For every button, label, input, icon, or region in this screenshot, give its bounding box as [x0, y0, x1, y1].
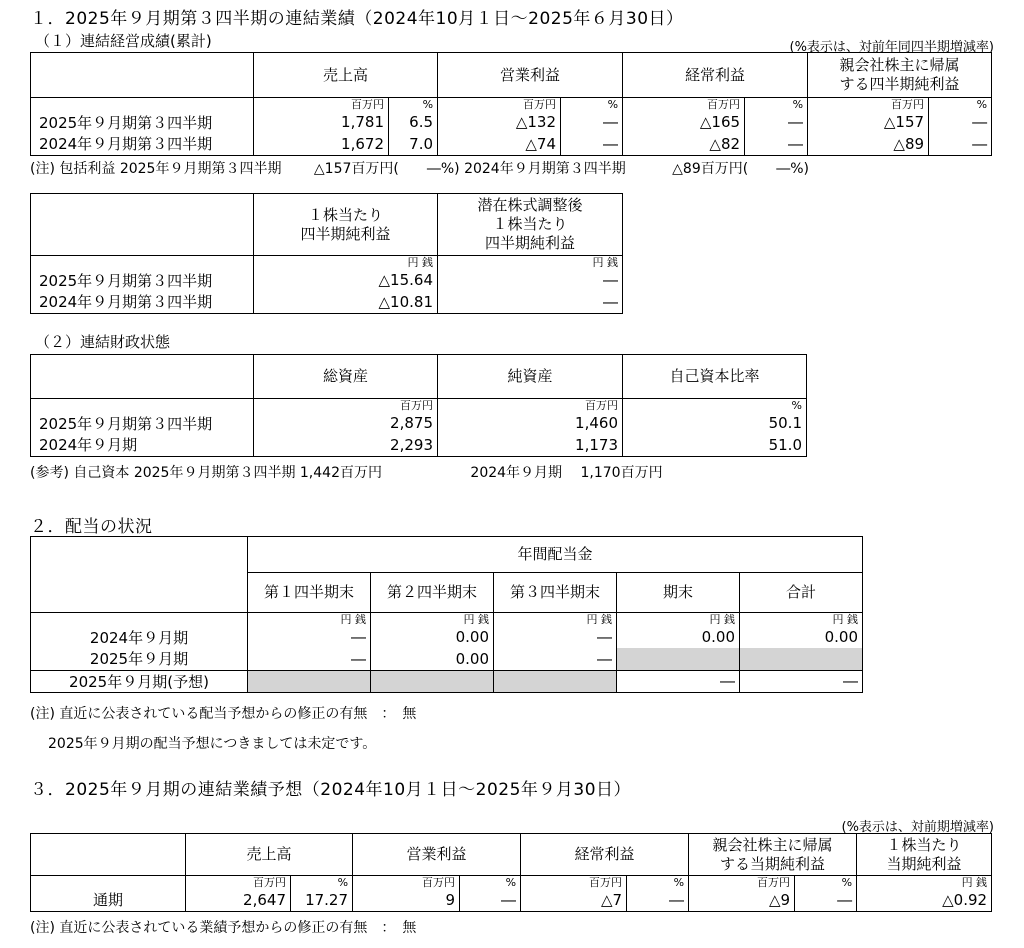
cell: △15.64	[254, 269, 438, 291]
row-label: 2024年９月期第３四半期	[31, 291, 254, 313]
row-label: 2024年９月期第３四半期	[31, 133, 254, 155]
cell: 2,647	[186, 889, 291, 911]
header-net-assets: 純資産	[438, 355, 623, 399]
unit-percent: %	[627, 876, 689, 890]
cell: ―	[438, 269, 623, 291]
sub1-title: （１）連結経営成績(累計)	[35, 32, 212, 50]
row-label: 2025年９月期第３四半期	[31, 412, 254, 434]
eps-table	[30, 193, 623, 314]
corner-cell	[31, 53, 254, 98]
header-eps: １株当たり 四半期純利益	[254, 194, 438, 256]
table-row	[31, 626, 863, 648]
cell: 2,293	[254, 434, 438, 456]
unit-percent: %	[291, 876, 353, 890]
unit-yen-sen: 円 銭	[371, 613, 494, 627]
cell: ―	[627, 889, 689, 911]
unit-yen-sen: 円 銭	[857, 876, 992, 890]
cell: △165	[623, 111, 745, 133]
section1-title: １．2025年９月期第３四半期の連結業績（2024年10月１日～2025年６月30日）	[30, 9, 684, 29]
section3-title: ３．2025年９月期の連結業績予想（2024年10月１日～2025年９月30日）	[30, 780, 632, 800]
row-label: 通期	[31, 889, 186, 911]
cell: △10.81	[254, 291, 438, 313]
cell	[740, 648, 863, 670]
row-label: 2024年９月期	[31, 434, 254, 456]
section3-note-right: (%表示は、対前期増減率)	[841, 820, 994, 835]
cell: 1,672	[254, 133, 389, 155]
unit-yen-sen: 円 銭	[438, 256, 623, 270]
cell: △82	[623, 133, 745, 155]
unit-percent: %	[795, 876, 857, 890]
cell: 0.00	[617, 626, 740, 648]
forecast-table	[30, 833, 992, 912]
table-row	[31, 291, 623, 313]
unit-percent: %	[623, 399, 807, 413]
corner-cell	[31, 194, 254, 256]
unit-million-yen: 百万円	[521, 876, 627, 890]
forecast-revision-note: (注) 直近に公表されている業績予想からの修正の有無 ： 無	[30, 920, 417, 936]
cell: 0.00	[740, 626, 863, 648]
unit-percent: %	[929, 98, 992, 112]
cell: ―	[494, 626, 617, 648]
unit-million-yen: 百万円	[689, 876, 795, 890]
table-row	[31, 111, 992, 133]
dividend-table	[30, 536, 863, 693]
table-row	[31, 133, 992, 155]
cell: ―	[745, 133, 808, 155]
row-label: 2024年９月期	[31, 626, 248, 648]
dividend-forecast-note: 2025年９月期の配当予想につきましては未定です。	[48, 736, 377, 752]
sub2-title: （２）連結財政状態	[35, 333, 171, 351]
header-sales: 売上高	[254, 53, 438, 98]
cell: 0.00	[371, 648, 494, 670]
corner-cell	[31, 355, 254, 399]
cell: ―	[460, 889, 521, 911]
header-annual-dividend: 年間配当金	[248, 537, 863, 573]
unit-percent: %	[745, 98, 808, 112]
table-row	[31, 889, 992, 911]
cell: ―	[248, 626, 371, 648]
row-label: 2025年９月期第３四半期	[31, 269, 254, 291]
cell: 50.1	[623, 412, 807, 434]
cell: ―	[248, 648, 371, 670]
table-row	[31, 670, 863, 692]
unit-million-yen: 百万円	[254, 98, 389, 112]
comprehensive-income-note: (注) 包括利益 2025年９月期第３四半期 △157百万円( ―%) 2024年９月期第３四半期 △89百万円( ―%)	[30, 161, 809, 177]
unit-million-yen: 百万円	[186, 876, 291, 890]
cell	[494, 670, 617, 692]
cell: △9	[689, 889, 795, 911]
section2-title: ２．配当の状況	[30, 517, 153, 537]
sub1-note-right: (%表示は、対前年同四半期増減率)	[789, 40, 994, 55]
cell	[248, 670, 371, 692]
header-ordinary-profit: 経常利益	[623, 53, 808, 98]
unit-percent: %	[561, 98, 623, 112]
row-label: 2025年９月期第３四半期	[31, 111, 254, 133]
cell: ―	[494, 648, 617, 670]
header-year-end: 期末	[617, 573, 740, 613]
header-equity-ratio: 自己資本比率	[623, 355, 807, 399]
cell: ―	[438, 291, 623, 313]
unit-million-yen: 百万円	[808, 98, 929, 112]
row-label: 2025年９月期	[31, 648, 248, 670]
corner-cell	[31, 834, 186, 876]
cell: △7	[521, 889, 627, 911]
cell: 2,875	[254, 412, 438, 434]
header-net-profit: 親会社株主に帰属 する当期純利益	[689, 834, 857, 876]
row-label: 2025年９月期(予想)	[31, 670, 248, 692]
cell: △74	[438, 133, 561, 155]
equity-reference-note: (参考) 自己資本 2025年９月期第３四半期 1,442百万円 2024年９月期 1,170百万円	[30, 465, 663, 481]
unit-yen-sen: 円 銭	[254, 256, 438, 270]
header-sales: 売上高	[186, 834, 353, 876]
unit-yen-sen: 円 銭	[494, 613, 617, 627]
unit-percent: %	[389, 98, 438, 112]
table-row	[31, 434, 807, 456]
table-row	[31, 648, 863, 670]
cell: ―	[929, 111, 992, 133]
unit-million-yen: 百万円	[438, 98, 561, 112]
cell	[617, 648, 740, 670]
dividend-revision-note: (注) 直近に公表されている配当予想からの修正の有無 ： 無	[30, 706, 417, 722]
cell: 17.27	[291, 889, 353, 911]
unit-yen-sen: 円 銭	[740, 613, 863, 627]
cell: ―	[561, 111, 623, 133]
unit-million-yen: 百万円	[623, 98, 745, 112]
header-ordinary-profit: 経常利益	[521, 834, 689, 876]
cell: ―	[745, 111, 808, 133]
cell: ―	[929, 133, 992, 155]
unit-yen-sen: 円 銭	[248, 613, 371, 627]
cell: 1,173	[438, 434, 623, 456]
header-total: 合計	[740, 573, 863, 613]
cell: △89	[808, 133, 929, 155]
cell: △0.92	[857, 889, 992, 911]
unit-million-yen: 百万円	[353, 876, 460, 890]
table-row	[31, 412, 807, 434]
cell: ―	[561, 133, 623, 155]
header-total-assets: 総資産	[254, 355, 438, 399]
operating-results-table	[30, 52, 992, 156]
header-operating-profit: 営業利益	[353, 834, 521, 876]
header-eps: １株当たり 当期純利益	[857, 834, 992, 876]
cell: ―	[740, 670, 863, 692]
cell: 1,781	[254, 111, 389, 133]
cell: 9	[353, 889, 460, 911]
unit-yen-sen: 円 銭	[617, 613, 740, 627]
cell: △132	[438, 111, 561, 133]
corner-cell	[31, 537, 248, 613]
cell: ―	[795, 889, 857, 911]
header-q2: 第２四半期末	[371, 573, 494, 613]
unit-million-yen: 百万円	[254, 399, 438, 413]
cell: △157	[808, 111, 929, 133]
cell: 51.0	[623, 434, 807, 456]
unit-million-yen: 百万円	[438, 399, 623, 413]
cell: ―	[617, 670, 740, 692]
header-operating-profit: 営業利益	[438, 53, 623, 98]
table-row	[31, 269, 623, 291]
cell	[371, 670, 494, 692]
header-q3: 第３四半期末	[494, 573, 617, 613]
unit-percent: %	[460, 876, 521, 890]
cell: 7.0	[389, 133, 438, 155]
header-q1: 第１四半期末	[248, 573, 371, 613]
cell: 1,460	[438, 412, 623, 434]
header-diluted-eps: 潜在株式調整後 １株当たり 四半期純利益	[438, 194, 623, 256]
financial-position-table	[30, 354, 807, 457]
header-net-profit: 親会社株主に帰属 する四半期純利益	[808, 53, 992, 98]
cell: 6.5	[389, 111, 438, 133]
cell: 0.00	[371, 626, 494, 648]
